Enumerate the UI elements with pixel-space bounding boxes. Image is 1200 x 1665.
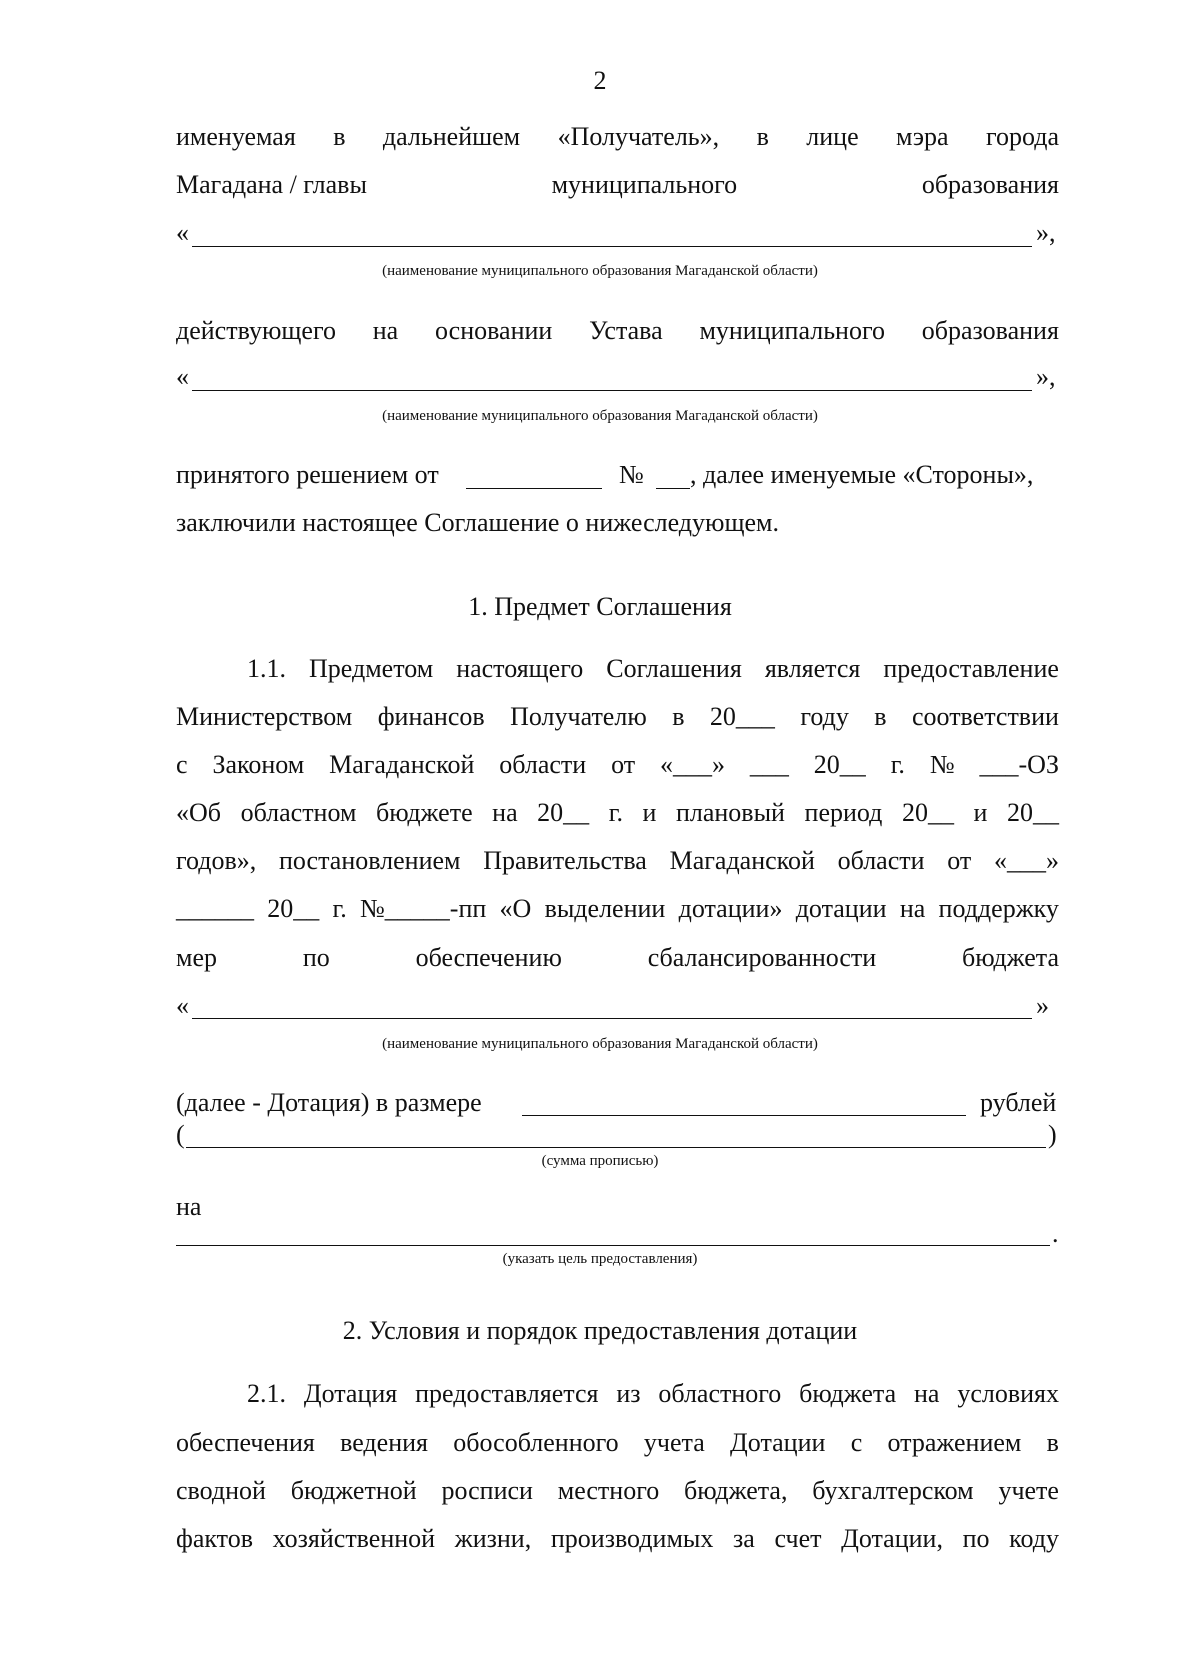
word: муниципального bbox=[699, 316, 885, 345]
word: «Об bbox=[176, 798, 222, 827]
paren-close: ) bbox=[1048, 1120, 1057, 1149]
section-1-line-4 bbox=[176, 798, 1059, 828]
word: действующего bbox=[176, 316, 336, 345]
word: поддержку bbox=[938, 894, 1059, 923]
word: обеспечению bbox=[415, 943, 562, 972]
section-2-heading: 2. Условия и порядок предоставления дотации bbox=[342, 1316, 858, 1345]
word: области bbox=[499, 750, 587, 779]
word: сводной bbox=[176, 1476, 266, 1505]
purpose-blank[interactable] bbox=[176, 1245, 1050, 1246]
word: области bbox=[837, 846, 925, 875]
word: хозяйственной bbox=[272, 1524, 436, 1553]
section-2-line-1 bbox=[247, 1379, 1059, 1409]
word: бюджета bbox=[799, 1379, 897, 1408]
word: росписи bbox=[441, 1476, 533, 1505]
word: № bbox=[929, 750, 955, 779]
word: обособленного bbox=[453, 1428, 619, 1457]
word: с bbox=[850, 1428, 863, 1457]
word: 20___ bbox=[709, 702, 775, 731]
word: выделении bbox=[544, 894, 666, 923]
word: дальнейшем bbox=[382, 122, 521, 151]
word: бюджета bbox=[962, 943, 1059, 972]
decision-text-tail: , далее именуемые «Стороны», bbox=[690, 460, 1034, 489]
word: счет bbox=[774, 1524, 822, 1553]
amount-unit: рублей bbox=[980, 1088, 1057, 1117]
caption-municipality: (наименование муниципального образования Магаданской области) bbox=[382, 263, 818, 279]
word: на bbox=[372, 316, 399, 345]
word: условиях bbox=[957, 1379, 1059, 1408]
word: финансов bbox=[377, 702, 485, 731]
word: за bbox=[733, 1524, 755, 1553]
word: лице bbox=[806, 122, 859, 151]
word: коду bbox=[1009, 1524, 1059, 1553]
word: дотации bbox=[795, 894, 887, 923]
word: 20__ bbox=[1006, 798, 1059, 827]
caption-municipality: (наименование муниципального образования Магаданской области) bbox=[382, 408, 818, 424]
decision-number-blank[interactable] bbox=[656, 488, 690, 489]
caption-amount-words: (сумма прописью) bbox=[541, 1153, 659, 1169]
decision-date-blank[interactable] bbox=[466, 488, 602, 489]
word: именуемая bbox=[176, 122, 296, 151]
word: Дотации bbox=[730, 1428, 826, 1457]
intro-line-1 bbox=[176, 122, 1059, 152]
word: на bbox=[913, 1379, 940, 1408]
word: жизни, bbox=[454, 1524, 532, 1553]
word: сбалансированности bbox=[647, 943, 877, 972]
word: г. bbox=[890, 750, 905, 779]
section-2-line-4 bbox=[176, 1524, 1059, 1554]
word: из bbox=[616, 1379, 641, 1408]
word: Устава bbox=[589, 316, 663, 345]
word: соответствии bbox=[912, 702, 1059, 731]
word: бухгалтерском bbox=[812, 1476, 974, 1505]
word: 1.1. bbox=[247, 654, 286, 683]
word: бюджете bbox=[375, 798, 473, 827]
purpose-period: . bbox=[1052, 1219, 1059, 1248]
amount-in-words-blank[interactable] bbox=[186, 1147, 1046, 1148]
word: «___» bbox=[660, 750, 726, 779]
word: плановый bbox=[675, 798, 785, 827]
word: Законом bbox=[212, 750, 305, 779]
word: г. bbox=[608, 798, 623, 827]
word: 20__ bbox=[813, 750, 866, 779]
word: на bbox=[492, 798, 518, 827]
word: в bbox=[333, 122, 346, 151]
word: по bbox=[962, 1524, 990, 1553]
purpose-word: на bbox=[176, 1192, 202, 1221]
word: в bbox=[756, 122, 769, 151]
concluded-sentence: заключили настоящее Соглашение о нижеследующем. bbox=[176, 508, 779, 537]
word: города bbox=[985, 122, 1059, 151]
municipality-blank-line[interactable] bbox=[192, 1018, 1032, 1019]
word: Министерством bbox=[176, 702, 353, 731]
word: г. bbox=[332, 894, 347, 923]
word: по bbox=[302, 943, 330, 972]
word: Магаданской bbox=[329, 750, 475, 779]
section-1-line-7 bbox=[176, 943, 1059, 973]
word: 20__ bbox=[901, 798, 954, 827]
word: 2.1. bbox=[247, 1379, 286, 1408]
word: 20__ bbox=[267, 894, 320, 923]
intro-line-3 bbox=[176, 316, 1059, 346]
word: период bbox=[804, 798, 883, 827]
word: мер bbox=[176, 943, 217, 972]
word: Правительства bbox=[483, 846, 647, 875]
word: учета bbox=[643, 1428, 705, 1457]
word: мэра bbox=[896, 122, 949, 151]
caption-municipality: (наименование муниципального образования Магаданской области) bbox=[382, 1036, 818, 1052]
word: постановлением bbox=[279, 846, 461, 875]
word: годов», bbox=[176, 846, 257, 875]
paren-open: ( bbox=[176, 1120, 185, 1149]
word: «О bbox=[499, 894, 532, 923]
word: в bbox=[672, 702, 685, 731]
word: областном bbox=[240, 798, 357, 827]
word: Соглашения bbox=[606, 654, 742, 683]
word: Магадана / главы bbox=[176, 170, 367, 199]
section-1-line-5 bbox=[176, 846, 1059, 876]
word: «Получатель», bbox=[557, 122, 720, 151]
blank-open-quote: « bbox=[176, 991, 189, 1020]
word: является bbox=[764, 654, 861, 683]
word: образования bbox=[921, 170, 1059, 199]
word: предоставляется bbox=[415, 1379, 599, 1408]
section-1-line-3 bbox=[176, 750, 1059, 780]
caption-purpose: (указать цель предоставления) bbox=[502, 1251, 698, 1267]
municipality-blank-line[interactable] bbox=[192, 246, 1032, 247]
word: дотации» bbox=[678, 894, 783, 923]
word: производимых bbox=[550, 1524, 714, 1553]
word: образования bbox=[921, 316, 1059, 345]
municipality-blank-line[interactable] bbox=[192, 390, 1032, 391]
word: Магаданской bbox=[669, 846, 815, 875]
number-sign: № bbox=[619, 460, 644, 489]
word: на bbox=[899, 894, 926, 923]
word: предоставление bbox=[883, 654, 1059, 683]
word: Дотация bbox=[303, 1379, 398, 1408]
section-1-heading: 1. Предмет Соглашения bbox=[468, 592, 732, 621]
word: местного bbox=[557, 1476, 660, 1505]
word: и bbox=[642, 798, 657, 827]
word: учете bbox=[998, 1476, 1059, 1505]
word: ______ bbox=[176, 894, 254, 923]
word: областного bbox=[658, 1379, 782, 1408]
page-number: 2 bbox=[593, 66, 607, 95]
word: настоящего bbox=[456, 654, 584, 683]
intro-line-2 bbox=[176, 170, 1059, 200]
word: в bbox=[1046, 1428, 1059, 1457]
word: ведения bbox=[340, 1428, 428, 1457]
amount-text: (далее - Дотация) в размере bbox=[176, 1088, 482, 1117]
word: году bbox=[800, 702, 849, 731]
word: бюджетной bbox=[290, 1476, 417, 1505]
word: Дотации, bbox=[841, 1524, 943, 1553]
word: от bbox=[611, 750, 636, 779]
word: и bbox=[973, 798, 988, 827]
word: обеспечения bbox=[176, 1428, 315, 1457]
amount-blank[interactable] bbox=[522, 1115, 966, 1116]
section-1-line-6 bbox=[176, 894, 1059, 924]
blank-open-quote: « bbox=[176, 362, 189, 391]
section-2-line-2 bbox=[176, 1428, 1059, 1458]
word: 20__ bbox=[537, 798, 590, 827]
word: муниципального bbox=[551, 170, 738, 199]
blank-close-quote: », bbox=[1036, 362, 1056, 391]
word: «___» bbox=[994, 846, 1059, 875]
word: Получателю bbox=[510, 702, 647, 731]
word: ___-ОЗ bbox=[979, 750, 1059, 779]
word: основании bbox=[435, 316, 553, 345]
word: бюджета, bbox=[684, 1476, 788, 1505]
blank-close-quote: », bbox=[1036, 218, 1056, 247]
word: отражением bbox=[887, 1428, 1022, 1457]
word: фактов bbox=[176, 1524, 253, 1553]
section-1-line-2 bbox=[176, 702, 1059, 732]
word: №_____-пп bbox=[359, 894, 487, 923]
section-1-line-1 bbox=[247, 654, 1059, 684]
blank-close-quote: » bbox=[1036, 991, 1049, 1020]
word: от bbox=[947, 846, 972, 875]
word: с bbox=[176, 750, 188, 779]
word: в bbox=[874, 702, 887, 731]
word: Предметом bbox=[309, 654, 434, 683]
blank-open-quote: « bbox=[176, 218, 189, 247]
section-2-line-3 bbox=[176, 1476, 1059, 1506]
word: ___ bbox=[749, 750, 789, 779]
decision-text: принятого решением от bbox=[176, 460, 439, 489]
